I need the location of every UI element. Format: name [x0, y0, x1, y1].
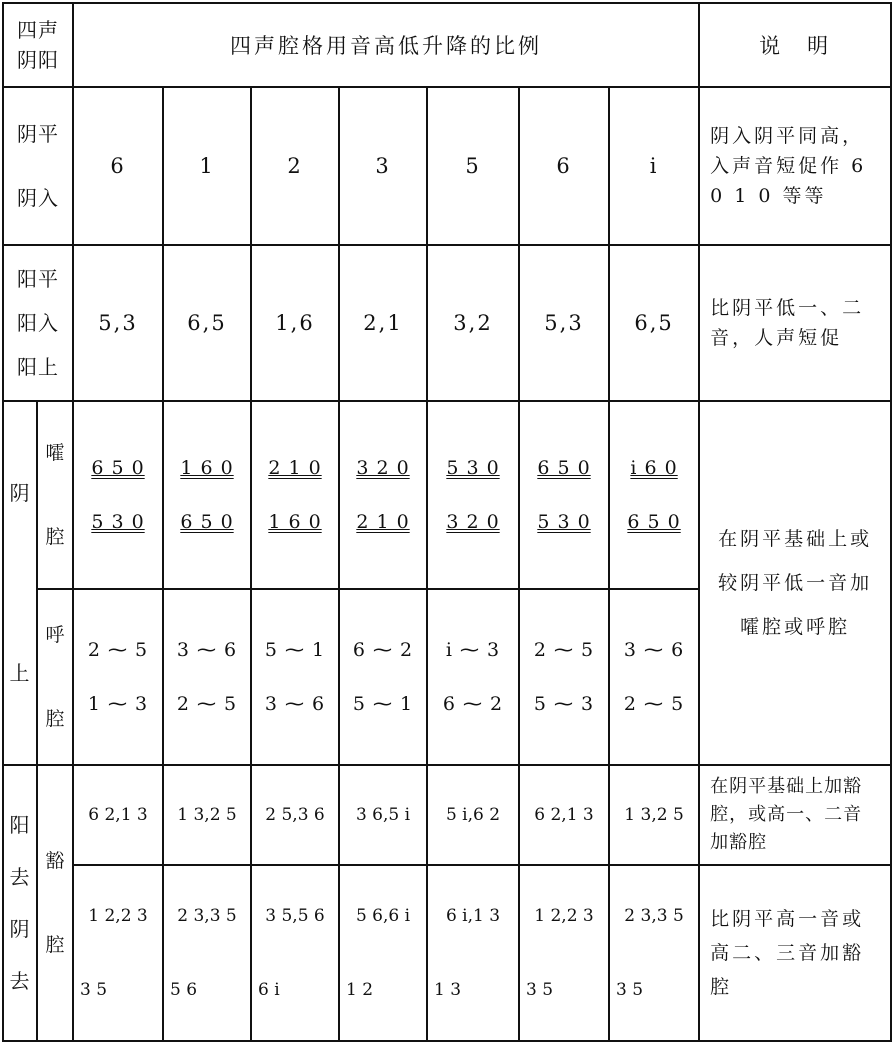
hu-bottom: 5 ⁓ 1	[352, 693, 414, 715]
hu-cell	[251, 589, 339, 765]
huoqiang-top-cell	[427, 765, 519, 865]
huo-bottom: 5 3 0	[91, 511, 145, 533]
header-title: 四声腔格用音高低升降的比例	[73, 3, 699, 87]
hu-top: 2 ⁓ 5	[533, 639, 595, 661]
yinping-note: 阴入阴平同高，入声音短促作 6 0 1 0 等等	[699, 87, 891, 245]
huoqiang-cell	[519, 865, 609, 1041]
huoqiang-cell	[73, 865, 163, 1041]
yangqu-note-bottom: 比阴平高一音或高二、三音加豁腔	[699, 865, 891, 1041]
huoqiang-low: 3 5	[616, 980, 644, 1000]
hu-top: 6 ⁓ 2	[352, 639, 414, 661]
hu-bottom: 1 ⁓ 3	[87, 693, 149, 715]
huo-bottom: 6 5 0	[180, 511, 234, 533]
huoqiang-top: 6 2,1 3	[534, 805, 594, 825]
yinping-cell: 5	[427, 87, 519, 245]
hu-cell	[339, 589, 427, 765]
yinping-cell: 2	[251, 87, 339, 245]
sublabel-huo-qiang: 豁 腔	[37, 765, 73, 1041]
huoqiang-top: 5 i,6 2	[445, 805, 501, 825]
hu-top: 5 ⁓ 1	[264, 639, 326, 661]
huo-top: 6 5 0	[91, 457, 145, 479]
huo-bottom: 6 5 0	[627, 511, 681, 533]
huoqiang-cell	[427, 865, 519, 1041]
huoqiang-top: 3 6,5 i	[355, 805, 411, 825]
yangping-cell: 5,3	[73, 245, 163, 401]
huoqiang-mid: 1 2,2 3	[88, 906, 148, 926]
huoqiang-cell	[609, 865, 699, 1041]
huoqiang-top-cell	[609, 765, 699, 865]
yangping-cell: 1,6	[251, 245, 339, 401]
huo-cell	[251, 401, 339, 589]
huo-cell	[519, 401, 609, 589]
row-label-yinshang: 阴 上	[3, 401, 37, 765]
yinping-cell: 6	[519, 87, 609, 245]
hu-cell	[73, 589, 163, 765]
huoqiang-mid: 6 i,1 3	[445, 906, 501, 926]
huo-bottom: 1 6 0	[268, 511, 322, 533]
huo-top: i 6 0	[630, 457, 678, 479]
huoqiang-top-cell	[519, 765, 609, 865]
hu-top: 2 ⁓ 5	[87, 639, 149, 661]
yinping-cell: i	[609, 87, 699, 245]
huo-top: 1 6 0	[180, 457, 234, 479]
huo-bottom: 3 2 0	[446, 511, 500, 533]
yangping-note: 比阴平低一、二音，人声短促	[699, 245, 891, 401]
huo-cell	[73, 401, 163, 589]
row-label-yangqu: 阳 去 阴 去	[3, 765, 37, 1041]
hu-bottom: 2 ⁓ 5	[176, 693, 238, 715]
huoqiang-low: 3 5	[80, 980, 108, 1000]
sublabel-huo: 嚯 腔	[37, 401, 73, 589]
huoqiang-cell	[163, 865, 251, 1041]
yangping-cell: 3,2	[427, 245, 519, 401]
hu-bottom: 3 ⁓ 6	[264, 693, 326, 715]
huoqiang-low: 1 3	[434, 980, 462, 1000]
yinshang-note: 在阴平基础上或较阴平低一音加嚯腔或呼腔	[699, 401, 891, 765]
yangping-cell: 6,5	[609, 245, 699, 401]
hu-bottom: 5 ⁓ 3	[533, 693, 595, 715]
huoqiang-cell	[251, 865, 339, 1041]
huo-top: 3 2 0	[356, 457, 410, 479]
huoqiang-top-cell	[163, 765, 251, 865]
huoqiang-top-cell	[339, 765, 427, 865]
row-label-yinping: 阴平 阴入	[3, 87, 73, 245]
yangping-cell: 5,3	[519, 245, 609, 401]
huo-bottom: 2 1 0	[356, 511, 410, 533]
huoqiang-top-cell	[73, 765, 163, 865]
huoqiang-mid: 3 5,5 6	[265, 906, 325, 926]
huo-bottom: 5 3 0	[537, 511, 591, 533]
yinping-cell: 6	[73, 87, 163, 245]
huoqiang-top: 1 3,2 5	[177, 805, 237, 825]
huoqiang-top: 6 2,1 3	[88, 805, 148, 825]
huoqiang-top: 2 5,3 6	[265, 805, 325, 825]
hu-top: 3 ⁓ 6	[623, 639, 685, 661]
huo-top: 6 5 0	[537, 457, 591, 479]
hu-cell	[519, 589, 609, 765]
hu-top: 3 ⁓ 6	[176, 639, 238, 661]
huoqiang-mid: 2 3,3 5	[177, 906, 237, 926]
huoqiang-mid: 5 6,6 i	[355, 906, 411, 926]
yangping-cell: 2,1	[339, 245, 427, 401]
huoqiang-top-cell	[251, 765, 339, 865]
huoqiang-low: 6 i	[258, 980, 280, 1000]
huo-cell	[339, 401, 427, 589]
hu-bottom: 6 ⁓ 2	[442, 693, 504, 715]
yinping-cell: 1	[163, 87, 251, 245]
hu-cell	[427, 589, 519, 765]
huo-cell	[427, 401, 519, 589]
huoqiang-mid: 1 2,2 3	[534, 906, 594, 926]
sublabel-hu: 呼 腔	[37, 589, 73, 765]
hu-bottom: 2 ⁓ 5	[623, 693, 685, 715]
huo-top: 5 3 0	[446, 457, 500, 479]
huo-top: 2 1 0	[268, 457, 322, 479]
huo-cell	[163, 401, 251, 589]
huoqiang-top: 1 3,2 5	[624, 805, 684, 825]
yangping-cell: 6,5	[163, 245, 251, 401]
row-label-yangping: 阳平 阳入 阳上	[3, 245, 73, 401]
tone-pitch-table	[2, 2, 892, 1042]
hu-top: i ⁓ 3	[445, 639, 501, 661]
hu-cell	[609, 589, 699, 765]
huoqiang-mid: 2 3,3 5	[624, 906, 684, 926]
yinping-cell: 3	[339, 87, 427, 245]
huo-cell	[609, 401, 699, 589]
huoqiang-low: 5 6	[170, 980, 198, 1000]
huoqiang-cell	[339, 865, 427, 1041]
corner-cell: 四声 阴阳	[3, 3, 73, 87]
hu-cell	[163, 589, 251, 765]
huoqiang-low: 1 2	[346, 980, 374, 1000]
header-note: 说 明	[699, 3, 891, 87]
yangqu-note-top: 在阴平基础上加豁腔，或高一、二音加豁腔	[699, 765, 891, 865]
huoqiang-low: 3 5	[526, 980, 554, 1000]
